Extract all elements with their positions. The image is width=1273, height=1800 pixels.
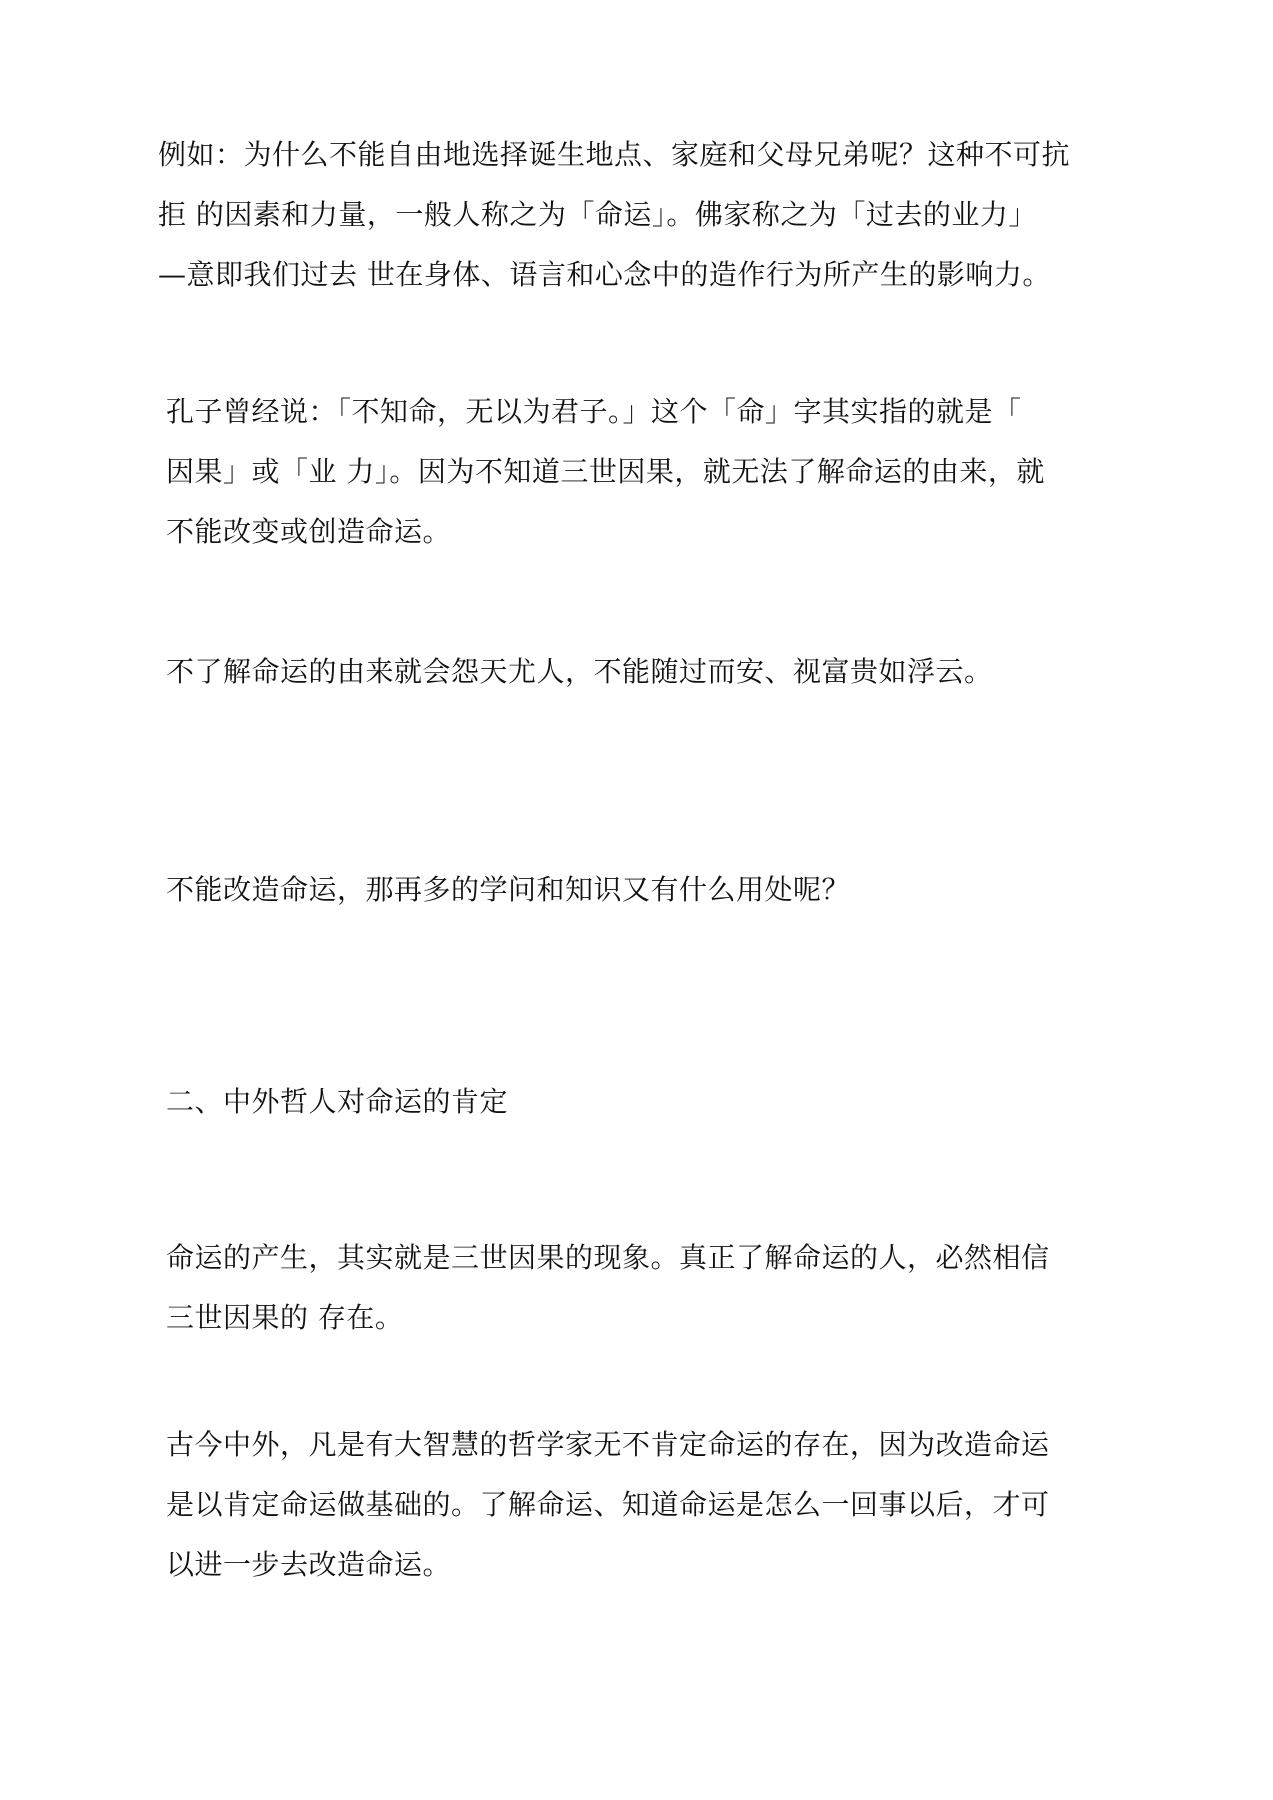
text-line: 以进一步去改造命运。 — [166, 1548, 452, 1581]
text-line: 不能改造命运，那再多的学问和知识又有什么用处呢？ — [166, 873, 851, 906]
heading-text: 二、中外哲人对命运的肯定 — [166, 1085, 509, 1118]
text-line: —意即我们过去 世在身体、语言和心念中的造作行为所产生的影响力。 — [158, 258, 1051, 291]
text-line: 不能改变或创造命运。 — [166, 515, 452, 548]
text-line: 不了解命运的由来就会怨天尤人，不能随过而安、视富贵如浮云。 — [166, 655, 993, 688]
paragraph-confucius-quote — [166, 382, 1045, 562]
paragraph-knowledge-question — [166, 860, 850, 920]
text-line: 古今中外，凡是有大智慧的哲学家无不肯定命运的存在，因为改造命运 — [166, 1428, 1050, 1461]
text-line: 因果」或「业 力」。因为不知道三世因果，就无法了解命运的由来，就 — [166, 455, 1045, 488]
section-heading — [166, 1072, 508, 1132]
text-line: 命运的产生，其实就是三世因果的现象。真正了解命运的人，必然相信 — [166, 1241, 1050, 1274]
paragraph-origin-of-fate — [166, 642, 993, 702]
text-line: 是以肯定命运做基础的。了解命运、知道命运是怎么一回事以后，才可 — [166, 1488, 1050, 1521]
text-line: 例如：为什么不能自由地选择诞生地点、家庭和父母兄弟呢？这种不可抗 — [158, 138, 1071, 171]
text-line: 三世因果的 存在。 — [166, 1301, 404, 1334]
text-line: 拒 的因素和力量，一般人称之为「命运」。佛家称之为「过去的业力」 — [158, 198, 1037, 231]
text-line: 孔子曾经说：「不知命，无以为君子。」这个「命」字其实指的就是「 — [166, 395, 1022, 428]
paragraph-fate-example — [158, 125, 1070, 305]
paragraph-philosophers — [166, 1415, 1050, 1595]
paragraph-three-lives-causality — [166, 1228, 1050, 1348]
